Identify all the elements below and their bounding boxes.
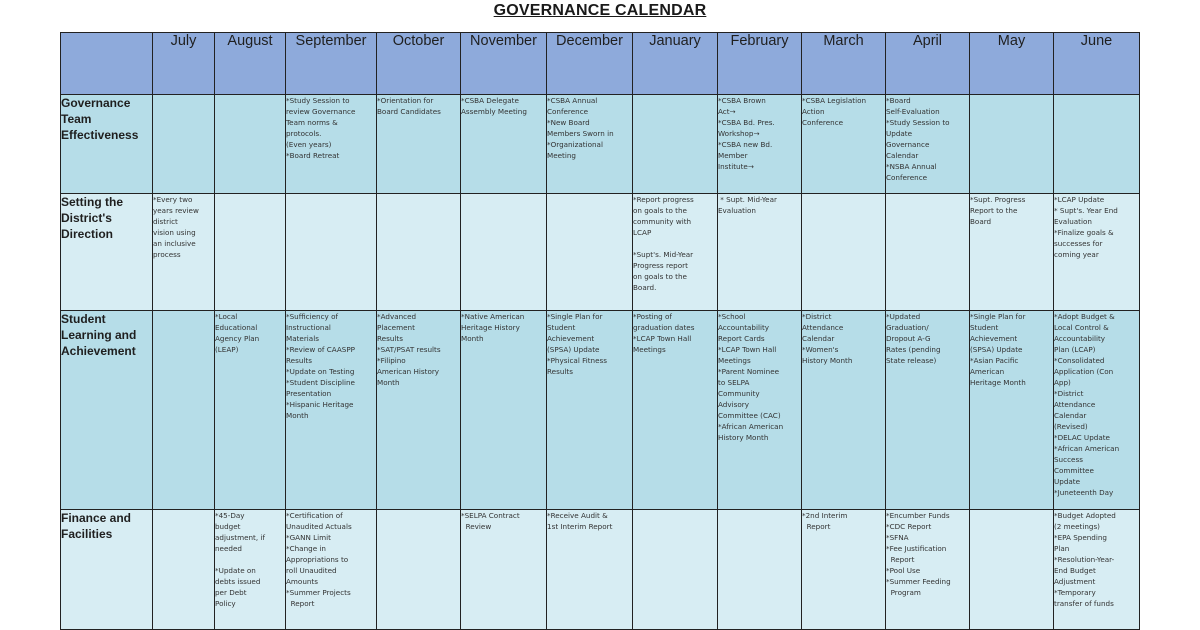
cell-line: Educational	[215, 323, 258, 332]
cell-line: (2 meetings)	[1054, 522, 1100, 531]
cell-line: *CSBA Annual	[547, 96, 598, 105]
cell-line: Calendar	[886, 151, 919, 160]
cell-line: *Update on Testing	[286, 367, 355, 376]
calendar-cell	[215, 311, 286, 510]
cell-line: Plan	[1054, 544, 1070, 553]
cell-line: Conference	[547, 107, 589, 116]
cell-line: * Supt's. Year End	[1054, 206, 1118, 215]
cell-line: *Finalize goals &	[1054, 228, 1114, 237]
calendar-cell	[153, 510, 215, 630]
cell-line: *Consolidated	[1054, 356, 1105, 365]
cell-line: Advisory	[718, 400, 749, 409]
cell-line: *CSBA Legislation	[802, 96, 867, 105]
cell-line: *Hispanic Heritage	[286, 400, 354, 409]
cell-line: Achievement	[547, 334, 595, 343]
calendar-cell	[633, 194, 718, 311]
cell-line: Dropout A-G	[886, 334, 931, 343]
cell-line: Local Control &	[1054, 323, 1109, 332]
row-label: Finance and Facilities	[61, 510, 153, 630]
calendar-cell	[547, 510, 633, 630]
cell-line: *Student Discipline	[286, 378, 355, 387]
cell-line: *Local	[215, 312, 238, 321]
cell-line: Report	[286, 599, 315, 608]
cell-line: *LCAP Town Hall	[633, 334, 692, 343]
cell-line: *Study Session to	[886, 118, 950, 127]
cell-line: roll Unaudited	[286, 566, 337, 575]
cell-line: *Study Session to	[286, 96, 350, 105]
cell-line: *Budget Adopted	[1054, 511, 1116, 520]
cell-line: Application (Con	[1054, 367, 1114, 376]
cell-line: Policy	[215, 599, 236, 608]
cell-line: *Supt. Progress	[970, 195, 1026, 204]
cell-line: years review	[153, 206, 199, 215]
cell-line: *SELPA Contract	[461, 511, 520, 520]
calendar-cell	[461, 194, 547, 311]
cell-line: *Women's	[802, 345, 839, 354]
cell-line: Meetings	[633, 345, 666, 354]
month-header: October	[377, 33, 461, 95]
month-header: April	[886, 33, 970, 95]
cell-line: Materials	[286, 334, 319, 343]
cell-line: 1st Interim Report	[547, 522, 613, 531]
cell-line: Members Sworn in	[547, 129, 614, 138]
month-header: February	[718, 33, 802, 95]
cell-line: *GANN Limit	[286, 533, 331, 542]
cell-line: *Certification of	[286, 511, 343, 520]
cell-line: Appropriations to	[286, 555, 349, 564]
cell-line: protocols.	[286, 129, 322, 138]
cell-line: Amounts	[286, 577, 318, 586]
cell-line: *African American	[718, 422, 784, 431]
cell-line: (Revised)	[1054, 422, 1088, 431]
cell-line: Calendar	[1054, 411, 1087, 420]
cell-line	[215, 554, 285, 565]
cell-line: Agency Plan	[215, 334, 260, 343]
calendar-cell	[286, 510, 377, 630]
cell-line: (Even years)	[286, 140, 332, 149]
page-title: GOVERNANCE CALENDAR	[493, 2, 707, 19]
cell-line: Report Cards	[718, 334, 765, 343]
cell-line: Member	[718, 151, 748, 160]
cell-line: Program	[886, 588, 921, 597]
cell-line: Team norms &	[286, 118, 338, 127]
cell-line: graduation dates	[633, 323, 695, 332]
month-header: August	[215, 33, 286, 95]
cell-line: *LCAP Update	[1054, 195, 1105, 204]
calendar-cell	[970, 95, 1054, 194]
cell-line: *CSBA new Bd.	[718, 140, 773, 149]
cell-line: *Report progress	[633, 195, 694, 204]
cell-line: Board Candidates	[377, 107, 441, 116]
cell-line: Student	[547, 323, 576, 332]
cell-line: Evaluation	[1054, 217, 1092, 226]
cell-line: budget	[215, 522, 241, 531]
cell-line: Conference	[802, 118, 844, 127]
cell-line: Report	[886, 555, 915, 564]
cell-line: Workshop→	[718, 129, 760, 138]
calendar-cell	[970, 194, 1054, 311]
cell-line: *Update on	[215, 566, 256, 575]
cell-line: Community	[718, 389, 760, 398]
cell-line: *Physical Fitness	[547, 356, 608, 365]
cell-line: *District	[802, 312, 832, 321]
cell-line: State release)	[886, 356, 937, 365]
cell-line: district	[153, 217, 178, 226]
cell-line: *2nd Interim	[802, 511, 848, 520]
cell-line: *Asian Pacific	[970, 356, 1019, 365]
row-label: Student Learning and Achievement	[61, 311, 153, 510]
cell-line: *SFNA	[886, 533, 909, 542]
cell-line: Student	[970, 323, 999, 332]
calendar-cell	[215, 194, 286, 311]
cell-line: Meetings	[718, 356, 751, 365]
cell-line: *Board	[886, 96, 911, 105]
cell-line: American	[970, 367, 1005, 376]
calendar-cell	[286, 194, 377, 311]
cell-line: *Temporary	[1054, 588, 1096, 597]
calendar-cell	[718, 194, 802, 311]
month-header: November	[461, 33, 547, 95]
calendar-cell	[286, 95, 377, 194]
calendar-cell	[886, 311, 970, 510]
cell-line: Board	[970, 217, 992, 226]
cell-line: per Debt	[215, 588, 247, 597]
calendar-cell	[547, 194, 633, 311]
cell-line: Instructional	[286, 323, 331, 332]
cell-line: *New Board	[547, 118, 590, 127]
cell-line: *CSBA Delegate	[461, 96, 519, 105]
cell-line: *Filipino	[377, 356, 406, 365]
cell-line: Results	[547, 367, 573, 376]
cell-line: Institute→	[718, 162, 754, 171]
cell-line: *District	[1054, 389, 1084, 398]
month-header: September	[286, 33, 377, 95]
cell-line: *Posting of	[633, 312, 672, 321]
cell-line: End Budget	[1054, 566, 1096, 575]
cell-line: (SPSA) Update	[970, 345, 1023, 354]
cell-line: *African American	[1054, 444, 1120, 453]
calendar-cell	[377, 194, 461, 311]
calendar-cell	[718, 95, 802, 194]
cell-line: Plan (LCAP)	[1054, 345, 1096, 354]
cell-line: vision using	[153, 228, 196, 237]
cell-line: needed	[215, 544, 242, 553]
month-header: December	[547, 33, 633, 95]
cell-line: American History	[377, 367, 440, 376]
cell-line: transfer of funds	[1054, 599, 1114, 608]
cell-line: *Fee Justification	[886, 544, 947, 553]
cell-line	[633, 238, 717, 249]
header-row	[61, 33, 1140, 95]
cell-line: Update	[886, 129, 913, 138]
cell-line: debts issued	[215, 577, 261, 586]
cell-line: *Summer Feeding	[886, 577, 951, 586]
cell-line: *CSBA Brown	[718, 96, 766, 105]
cell-line: Adjustment	[1054, 577, 1096, 586]
calendar-cell	[1054, 95, 1140, 194]
cell-line: Heritage History	[461, 323, 520, 332]
cell-line: Achievement	[970, 334, 1018, 343]
calendar-cell	[633, 311, 718, 510]
month-header: March	[802, 33, 886, 95]
cell-line: *Summer Projects	[286, 588, 351, 597]
cell-line: Success	[1054, 455, 1083, 464]
cell-line: *CSBA Bd. Pres.	[718, 118, 775, 127]
cell-line: on goals to the	[633, 206, 687, 215]
cell-line: Board.	[633, 283, 657, 292]
calendar-cell	[153, 311, 215, 510]
cell-line: *Updated	[886, 312, 921, 321]
calendar-cell	[547, 311, 633, 510]
cell-line: Report	[802, 522, 831, 531]
cell-line: History Month	[802, 356, 853, 365]
cell-line: *School	[718, 312, 746, 321]
cell-line: *SAT/PSAT results	[377, 345, 441, 354]
cell-line: review Governance	[286, 107, 356, 116]
cell-line: *LCAP Town Hall	[718, 345, 777, 354]
calendar-cell	[215, 510, 286, 630]
calendar-cell	[153, 194, 215, 311]
cell-line: Placement	[377, 323, 415, 332]
cell-line: Month	[286, 411, 309, 420]
cell-line: Month	[461, 334, 484, 343]
month-header: January	[633, 33, 718, 95]
cell-line: Unaudited Actuals	[286, 522, 352, 531]
cell-line: to SELPA	[718, 378, 750, 387]
cell-line: *NSBA Annual	[886, 162, 937, 171]
cell-line: * Supt. Mid-Year	[718, 195, 777, 204]
calendar-cell	[718, 510, 802, 630]
cell-line: coming year	[1054, 250, 1099, 259]
row-governance-team-effectiveness	[61, 95, 1140, 194]
cell-line: *Juneteenth Day	[1054, 488, 1114, 497]
cell-line: *Sufficiency of	[286, 312, 339, 321]
cell-line: *Pool Use	[886, 566, 921, 575]
cell-line: Report to the	[970, 206, 1018, 215]
cell-line: Heritage Month	[970, 378, 1026, 387]
cell-line: process	[153, 250, 181, 259]
cell-line: Conference	[886, 173, 928, 182]
calendar-cell	[886, 510, 970, 630]
cell-line: an inclusive	[153, 239, 196, 248]
cell-line: App)	[1054, 378, 1071, 387]
cell-line: Accountability	[718, 323, 770, 332]
cell-line: *Single Plan for	[970, 312, 1026, 321]
calendar-cell	[802, 311, 886, 510]
cell-line: Results	[377, 334, 403, 343]
calendar-cell	[377, 311, 461, 510]
cell-line: successes for	[1054, 239, 1103, 248]
cell-line: *Orientation for	[377, 96, 434, 105]
row-label: Governance Team Effectiveness	[61, 95, 153, 194]
cell-line: Rates (pending	[886, 345, 941, 354]
calendar-cell	[547, 95, 633, 194]
cell-line: *Native American	[461, 312, 525, 321]
cell-line: Review	[461, 522, 492, 531]
cell-line: Results	[286, 356, 312, 365]
cell-line: *Advanced	[377, 312, 417, 321]
cell-line: *Parent Nominee	[718, 367, 780, 376]
cell-line: *Single Plan for	[547, 312, 603, 321]
cell-line: History Month	[718, 433, 769, 442]
calendar-cell	[1054, 510, 1140, 630]
row-student-learning-achievement	[61, 311, 1140, 510]
calendar-cell	[802, 194, 886, 311]
calendar-cell	[215, 95, 286, 194]
calendar-cell	[802, 510, 886, 630]
cell-line: *Encumber Funds	[886, 511, 950, 520]
cell-line: Update	[1054, 477, 1081, 486]
corner-cell	[61, 33, 153, 95]
cell-line: Committee	[1054, 466, 1094, 475]
cell-line: Assembly Meeting	[461, 107, 527, 116]
cell-line: *Organizational	[547, 140, 603, 149]
cell-line: Progress report	[633, 261, 688, 270]
cell-line: Governance	[886, 140, 930, 149]
cell-line: Action	[802, 107, 825, 116]
cell-line: community with	[633, 217, 692, 226]
cell-line: (SPSA) Update	[547, 345, 600, 354]
month-header: June	[1054, 33, 1140, 95]
cell-line: *Board Retreat	[286, 151, 340, 160]
calendar-cell	[377, 510, 461, 630]
month-header: May	[970, 33, 1054, 95]
governance-calendar-table	[60, 32, 1140, 630]
calendar-cell	[886, 194, 970, 311]
calendar-cell	[886, 95, 970, 194]
cell-line: Self-Evaluation	[886, 107, 940, 116]
calendar-cell	[461, 510, 547, 630]
calendar-cell	[633, 95, 718, 194]
cell-line: *CDC Report	[886, 522, 932, 531]
cell-line: Presentation	[286, 389, 332, 398]
calendar-cell	[1054, 311, 1140, 510]
cell-line: on goals to the	[633, 272, 687, 281]
cell-line: *DELAC Update	[1054, 433, 1110, 442]
cell-line: Meeting	[547, 151, 576, 160]
cell-line: *EPA Spending	[1054, 533, 1107, 542]
cell-line: *45-Day	[215, 511, 245, 520]
calendar-cell	[633, 510, 718, 630]
calendar-cell	[286, 311, 377, 510]
calendar-cell	[802, 95, 886, 194]
cell-line: Accountability	[1054, 334, 1106, 343]
calendar-cell	[461, 95, 547, 194]
cell-line: adjustment, if	[215, 533, 265, 542]
cell-line: *Every two	[153, 195, 193, 204]
cell-line: *Supt's. Mid-Year	[633, 250, 694, 259]
calendar-cell	[377, 95, 461, 194]
cell-line: Calendar	[802, 334, 835, 343]
cell-line: *Review of CAASPP	[286, 345, 356, 354]
calendar-cell	[153, 95, 215, 194]
calendar-cell	[970, 510, 1054, 630]
row-finance-facilities	[61, 510, 1140, 630]
cell-line: Month	[377, 378, 400, 387]
calendar-cell	[718, 311, 802, 510]
cell-line: Evaluation	[718, 206, 756, 215]
calendar-cell	[461, 311, 547, 510]
cell-line: Committee (CAC)	[718, 411, 781, 420]
cell-line: Attendance	[802, 323, 844, 332]
cell-line: *Change in	[286, 544, 326, 553]
cell-line: Act→	[718, 107, 736, 116]
cell-line: LCAP	[633, 228, 652, 237]
calendar-cell	[1054, 194, 1140, 311]
cell-line: Graduation/	[886, 323, 929, 332]
row-label: Setting the District's Direction	[61, 194, 153, 311]
cell-line: Attendance	[1054, 400, 1096, 409]
row-setting-district-direction	[61, 194, 1140, 311]
cell-line: *Receive Audit &	[547, 511, 608, 520]
month-header: July	[153, 33, 215, 95]
cell-line: *Adopt Budget &	[1054, 312, 1115, 321]
calendar-cell	[970, 311, 1054, 510]
cell-line: (LEAP)	[215, 345, 239, 354]
cell-line: *Resolution-Year-	[1054, 555, 1115, 564]
